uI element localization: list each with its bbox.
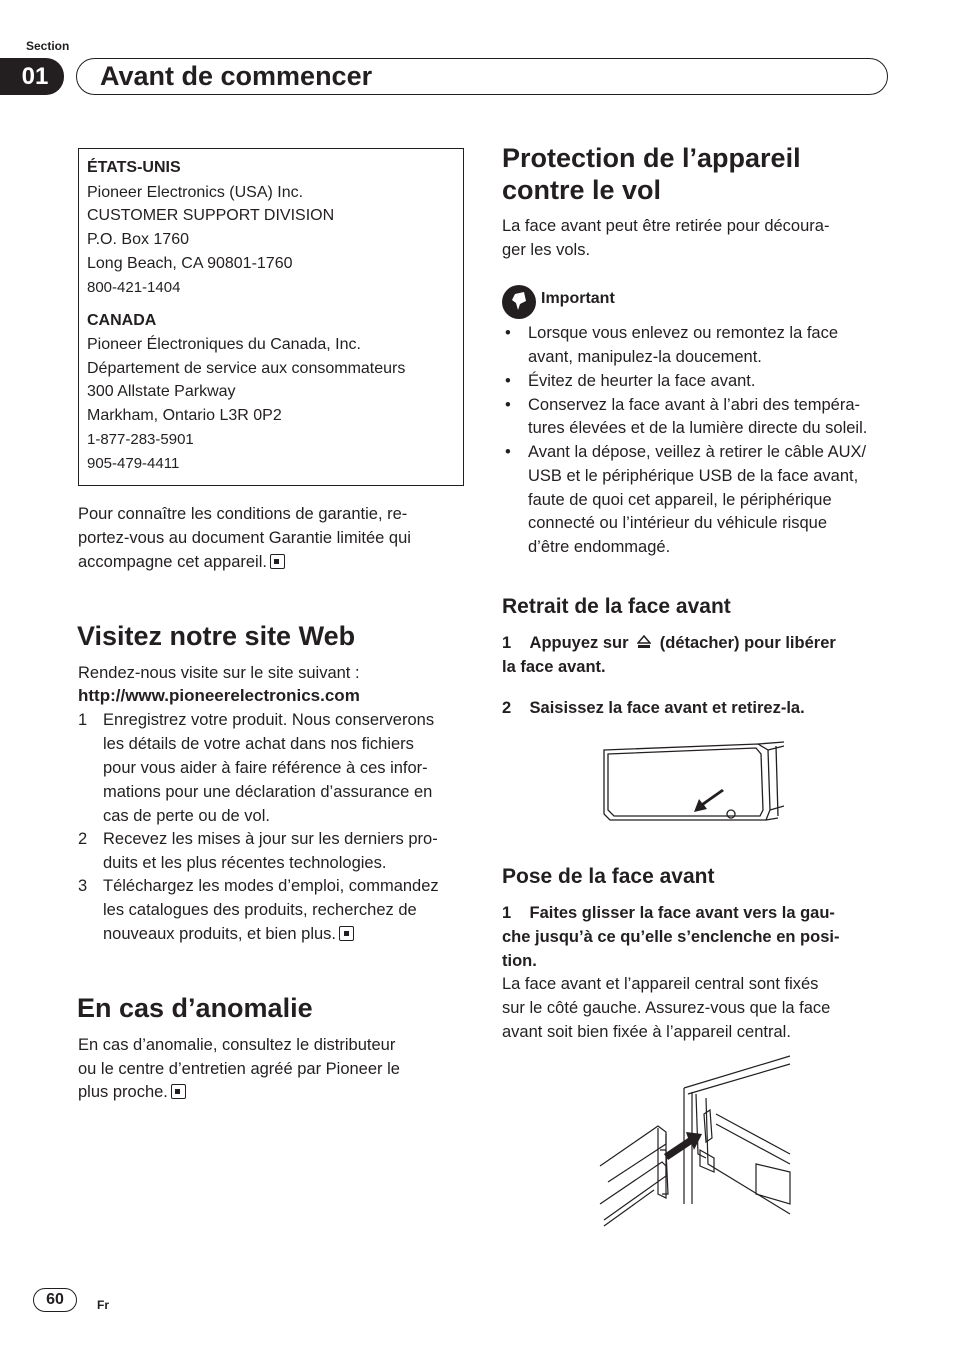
install-body-line: sur le côté gauche. Assurez-vous que la face [502, 999, 831, 1017]
list-item-line: les détails de votre achat dans nos fichiers [103, 735, 414, 753]
list-item-line: les catalogues des produits, recherchez de [103, 901, 417, 919]
language-code: Fr [97, 1298, 109, 1312]
usa-line: Pioneer Electronics (USA) Inc. [87, 184, 304, 201]
bullet-dot: • [505, 324, 511, 342]
list-item-line: nouveaux produits, et bien plus. [103, 925, 336, 943]
front-panel-install-illustration [596, 1054, 792, 1234]
bullet-line: tures élevées et de la lumière directe du soleil. [528, 419, 868, 437]
install-step-1-line: 1 Faites glisser la face avant vers la gau- [502, 904, 835, 922]
bullet-line: Avant la dépose, veillez à retirer le câble AUX/ [528, 443, 867, 461]
protection-heading: Protection de l’appareil [502, 143, 801, 173]
website-link[interactable]: http://www.pioneerelectronics.com [78, 686, 360, 705]
removal-step-1-line2: la face avant. [502, 658, 606, 676]
step-text: (détacher) pour libérer [659, 634, 836, 652]
bullet-line: avant, manipulez-la doucement. [528, 348, 762, 366]
list-item-number: 3 [78, 877, 88, 895]
install-body-line: avant soit bien fixée à l’appareil central. [502, 1023, 791, 1041]
anomaly-line: plus proche. [78, 1083, 168, 1101]
warranty-line: Pour connaître les conditions de garantie, re- [78, 505, 408, 523]
usa-line: P.O. Box 1760 [87, 231, 189, 248]
section-number: 01 [0, 58, 64, 95]
anomaly-line: En cas d’anomalie, consultez le distributeur [78, 1036, 396, 1054]
list-item-line: mations pour une déclaration d’assurance en [103, 783, 433, 801]
list-item-line: Enregistrez votre produit. Nous conserverons [103, 711, 435, 729]
warranty-line: portez-vous au document Garantie limitée qui [78, 529, 411, 547]
protection-intro: ger les vols. [502, 241, 591, 259]
canada-line: Pioneer Électroniques du Canada, Inc. [87, 336, 361, 353]
anomaly-heading: En cas d’anomalie [77, 993, 313, 1023]
bullet-dot: • [505, 443, 511, 461]
list-item-number: 1 [78, 711, 88, 729]
bullet-dot: • [505, 396, 511, 414]
bullet-line: USB et le périphérique USB de la face avant, [528, 467, 859, 485]
install-step-1-line: che jusqu’à ce qu’elle s’enclenche en posi- [502, 928, 840, 946]
install-body-line: La face avant et l’appareil central sont fixés [502, 975, 819, 993]
protection-heading: contre le vol [502, 175, 662, 205]
end-of-section-icon [171, 1084, 186, 1099]
install-step-1-line: tion. [502, 952, 537, 970]
bullet-line: Conservez la face avant à l’abri des tempéra- [528, 396, 860, 414]
list-item [78, 874, 468, 946]
list-item-number: 2 [78, 830, 88, 848]
usa-line: CUSTOMER SUPPORT DIVISION [87, 207, 335, 224]
step-number: 1 [502, 634, 512, 652]
end-of-section-icon [339, 926, 354, 941]
important-label: Important [541, 290, 615, 307]
list-item-line: pour vous aider à faire référence à ces infor- [103, 759, 428, 777]
step-text: Appuyez sur [529, 634, 629, 652]
canada-heading: CANADA [87, 312, 157, 329]
warranty-line: accompagne cet appareil. [78, 553, 267, 571]
bullet-line: connecté ou l’intérieur du véhicule risque [528, 514, 828, 532]
bullet-line: Lorsque vous enlevez ou remontez la face [528, 324, 839, 342]
visit-heading: Visitez notre site Web [77, 621, 356, 651]
page-number: 60 [33, 1288, 77, 1312]
protection-intro: La face avant peut être retirée pour découra- [502, 217, 830, 235]
anomaly-line-last [78, 1080, 186, 1104]
canada-phone: 1-877-283-5901 [87, 431, 194, 448]
bullet-line: d’être endommagé. [528, 538, 671, 556]
important-icon [502, 285, 536, 319]
list-item-line: Téléchargez les modes d’emploi, commandez [103, 877, 439, 895]
usa-line: Long Beach, CA 90801-1760 [87, 255, 293, 272]
front-panel-removal-illustration [598, 740, 788, 826]
canada-phone: 905-479-4411 [87, 455, 180, 472]
install-heading: Pose de la face avant [502, 865, 715, 888]
list-item-line-last [103, 922, 354, 946]
canada-line: Département de service aux consommateurs [87, 360, 406, 377]
bullet-line: faute de quoi cet appareil, le périphérique [528, 491, 832, 509]
list-item [78, 708, 468, 828]
canada-line: 300 Allstate Parkway [87, 383, 236, 400]
end-of-section-icon [270, 554, 285, 569]
list-item-line: Recevez les mises à jour sur les derniers pro- [103, 830, 438, 848]
list-item [78, 827, 468, 875]
usa-heading: ÉTATS-UNIS [87, 159, 181, 176]
detach-icon [637, 635, 651, 649]
important-icon [502, 285, 536, 319]
anomaly-line: ou le centre d’entretien agréé par Pioneer le [78, 1060, 400, 1078]
warranty-line-last [78, 550, 285, 574]
usa-phone: 800-421-1404 [87, 279, 181, 296]
removal-step-1 [502, 631, 836, 655]
section-title: Avant de commencer [100, 61, 373, 91]
removal-heading: Retrait de la face avant [502, 595, 731, 618]
bullet-line: Évitez de heurter la face avant. [528, 372, 756, 390]
list-item-line: duits et les plus récentes technologies. [103, 854, 387, 872]
canada-line: Markham, Ontario L3R 0P2 [87, 407, 282, 424]
removal-step-2: 2 Saisissez la face avant et retirez-la. [502, 699, 805, 717]
section-label: Section [26, 39, 70, 53]
bullet-dot: • [505, 372, 511, 390]
list-item-line: cas de perte ou de vol. [103, 807, 270, 825]
visit-intro: Rendez-nous visite sur le site suivant : [78, 664, 360, 682]
